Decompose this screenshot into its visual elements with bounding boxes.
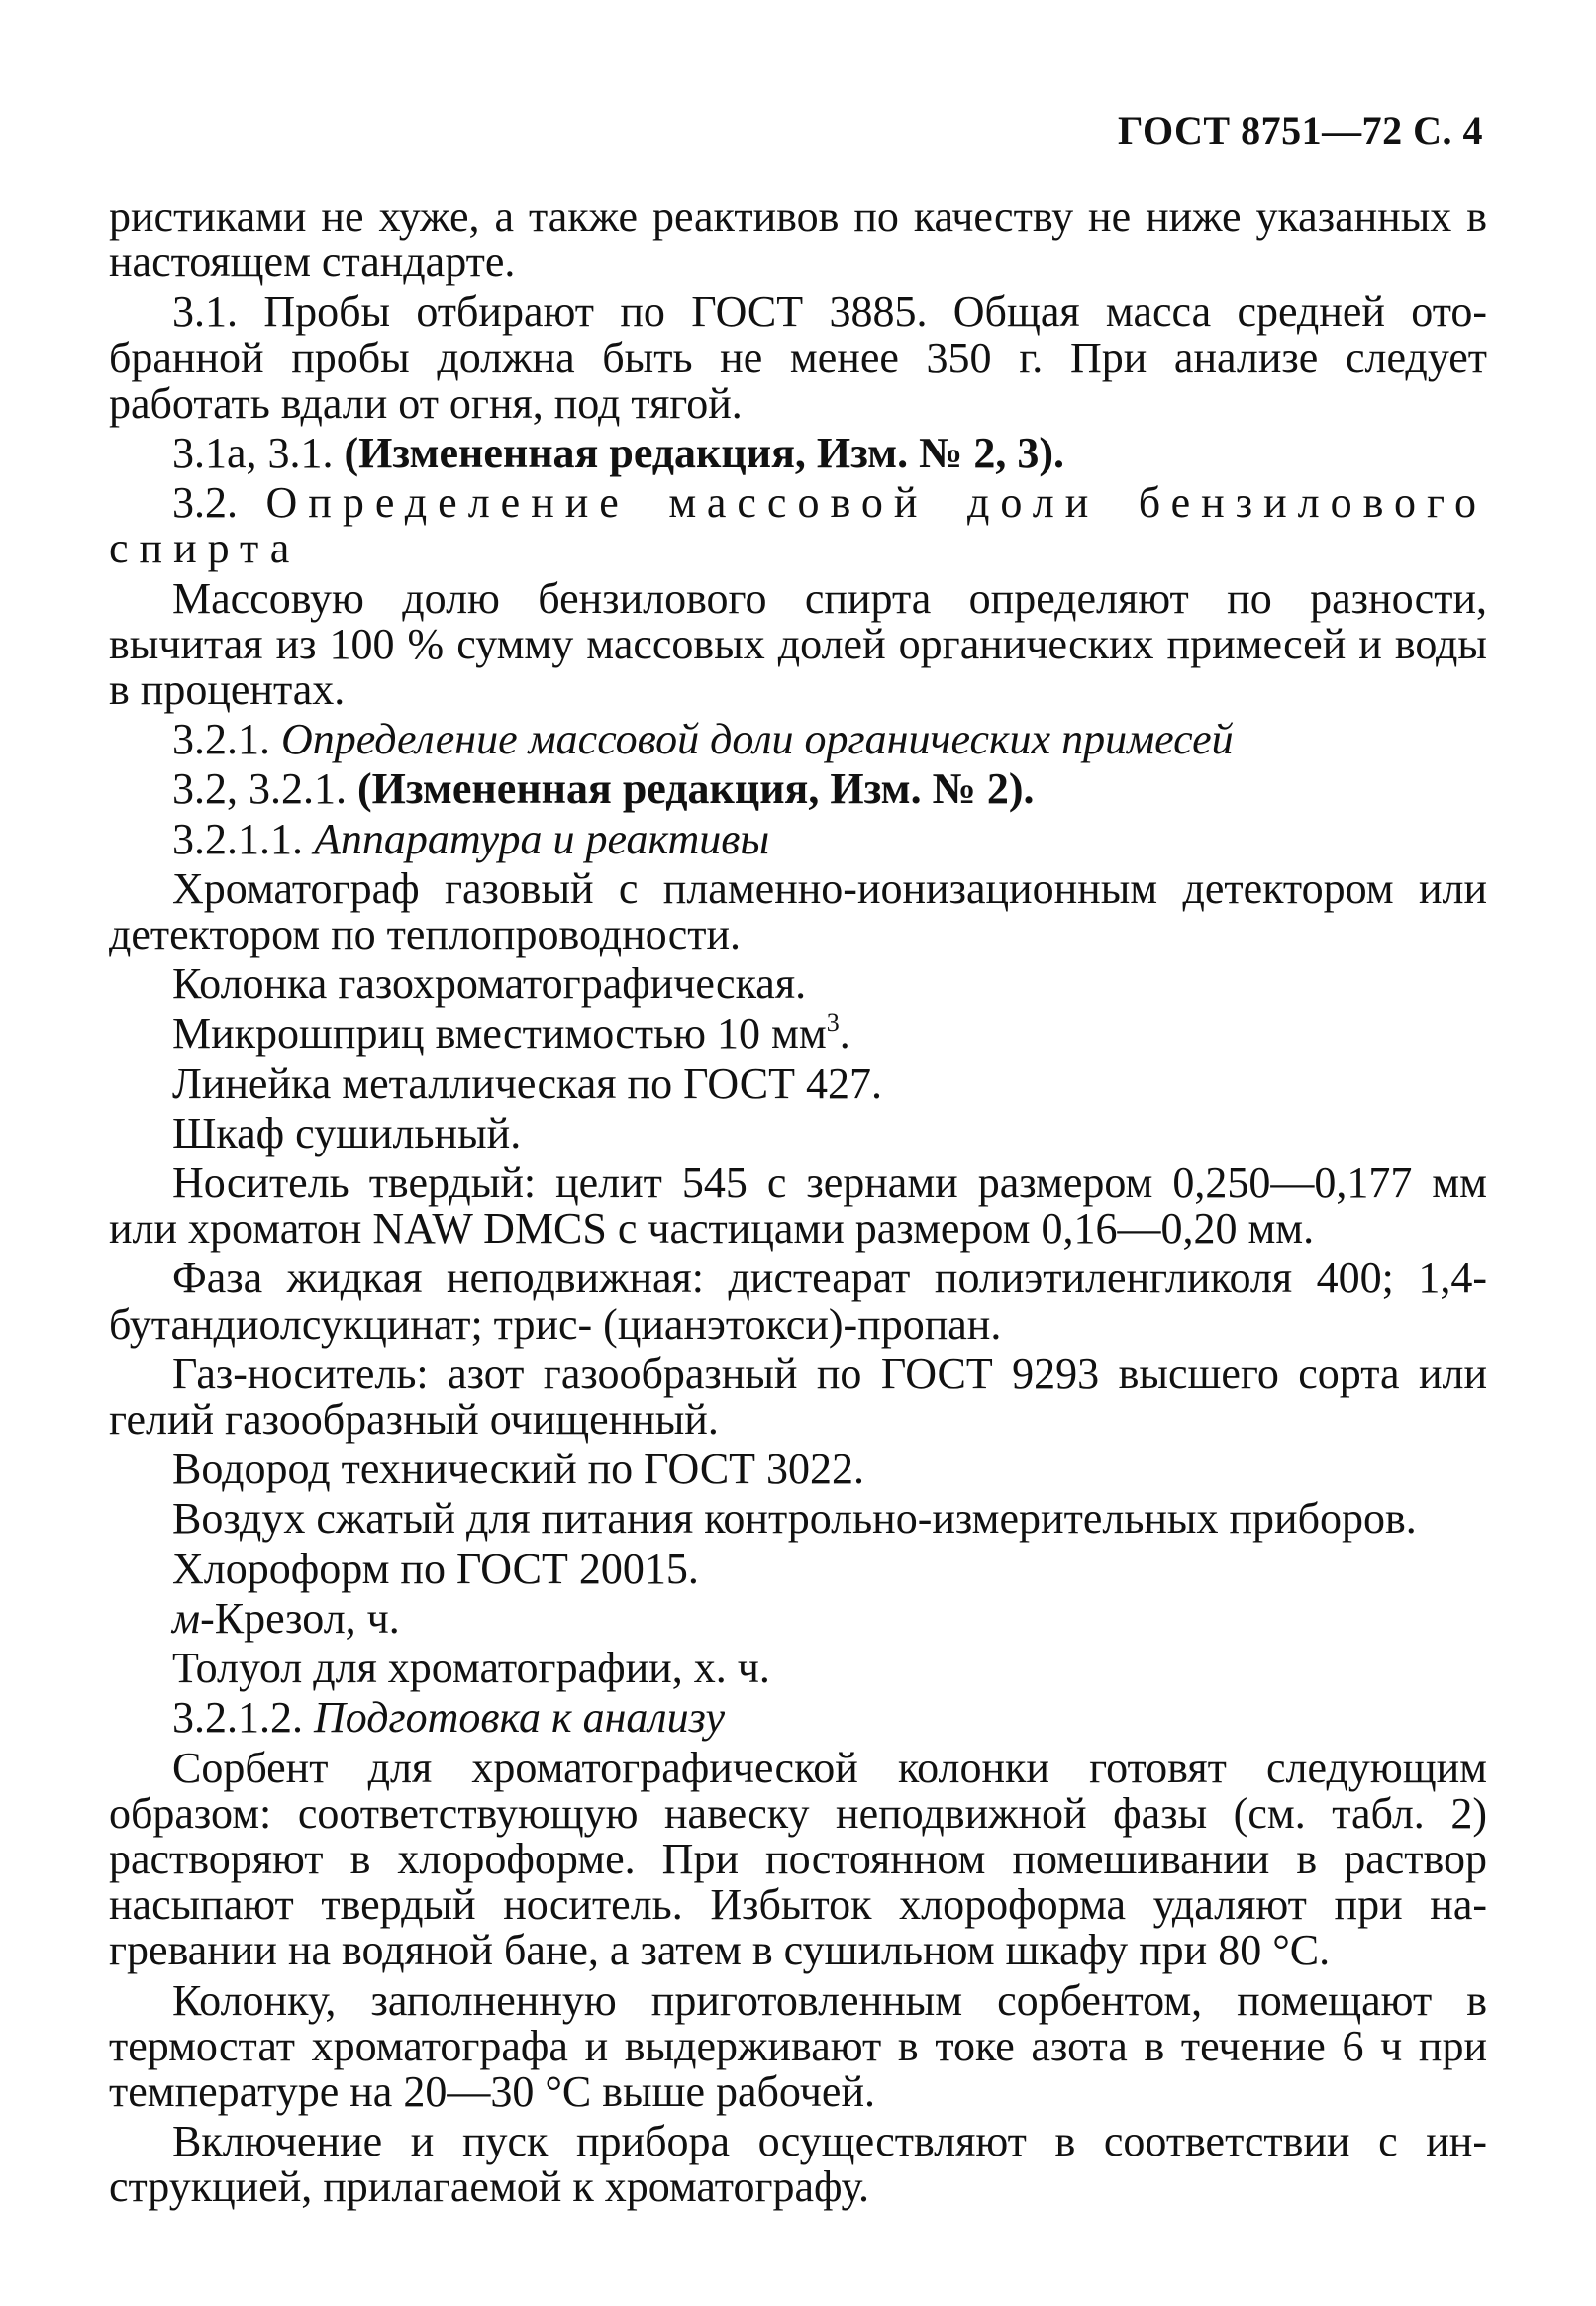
list-item: Газ-носитель: азот газообразный по ГОСТ 9293 высшего сорта или гелий газообразный очищенный. <box>109 1349 1487 1445</box>
list-item: Колонка газохроматографическая. <box>172 959 807 1009</box>
section-number: 3.2.1.2. <box>172 1693 303 1743</box>
section-3-2-1-1-heading <box>109 814 1487 863</box>
list-item: Шкаф сушильный. <box>172 1108 522 1157</box>
item-end: . <box>839 1009 850 1058</box>
section-3-1: 3.1. Пробы отбирают по ГОСТ 3885. Общая масса средней ото-бранной пробы должна быть не менее 350 г. При анализе следует работать вдали от огня, под тягой. <box>109 287 1487 428</box>
list-item: Хлороформ по ГОСТ 20015. <box>172 1544 699 1593</box>
section-number: 3.2. <box>172 478 238 528</box>
paragraph-continuation: ристиками не хуже, а также реактивов по качеству не ниже указанных в настоящем стандарте. <box>109 192 1487 287</box>
section-3-2-1-2-heading <box>109 1695 1487 1741</box>
amendment-text: (Измененная редакция, Изм. № 2). <box>357 764 1035 814</box>
section-number: 3.2.1.1. <box>172 814 303 863</box>
amendment-ref: 3.1а, 3.1. <box>172 429 334 478</box>
amendment-ref: 3.2, 3.2.1. <box>172 764 347 814</box>
section-title: Аппаратура и реактивы <box>314 814 770 863</box>
section-title: Определение массовой доли бензилового спирта <box>109 478 1488 573</box>
section-3-2-1-heading <box>109 717 1487 762</box>
item-prefix: м <box>172 1593 201 1643</box>
section-3-2-text: Массовую долю бензилового спирта определяют по разности, вычитая из 100 % сумму массовых долей органических примесей и воды в процентах. <box>109 573 1487 715</box>
amendment-note-3-2 <box>109 766 1487 812</box>
section-3-2-heading <box>109 480 1487 571</box>
item-text: Микрошприц вместимостью 10 мм <box>172 1009 827 1058</box>
list-item <box>172 1008 1487 1058</box>
list-item: Носитель твердый: целит 545 с зернами размером 0,250—0,177 мм или хроматон NAW DMCS с частицами размером 0,16—0,20 мм. <box>109 1158 1487 1253</box>
section-title: Определение массовой доли органических примесей <box>281 715 1234 764</box>
amendment-text: (Измененная редакция, Изм. № 2, 3). <box>344 429 1065 478</box>
list-item: Линейка металлическая по ГОСТ 427. <box>172 1058 882 1108</box>
section-title: Подготовка к анализу <box>314 1693 725 1743</box>
paragraph-sorbent: Сорбент для хроматографической колонки готовят следующим образом: соответствующую навеску неподвижной фазы (см. табл. 2) растворяют в хлороформе. При постоянном помешивании в раствор насыпают твердый носитель. Избыток хлороформа удаляют при на-гревании на водяной бане, а затем в сушильном шкафу при 80 °С. <box>109 1743 1487 1975</box>
list-item <box>172 1593 1487 1643</box>
section-number: 3.2.1. <box>172 715 270 764</box>
list-item: Толуол для хроматографии, х. ч. <box>172 1644 770 1693</box>
list-item: Фаза жидкая неподвижная: дистеарат полиэтиленгликоля 400; 1,4-бутандиолсукцинат; трис- (цианэтокси)-пропан. <box>109 1253 1487 1349</box>
page-header: ГОСТ 8751—72 С. 4 <box>1117 108 1483 152</box>
paragraph-column: Колонку, заполненную приготовленным сорбентом, помещают в термостат хроматографа и выдерживают в токе азота в течение 6 ч при температуре на 20—30 °С выше рабочей. <box>109 1975 1487 2116</box>
paragraph-start: Включение и пуск прибора осуществляют в соответствии с ин-струкцией, прилагаемой к хроматографу. <box>109 2117 1487 2212</box>
list-item: Хроматограф газовый с пламенно-ионизационным детектором или детектором по теплопроводности. <box>109 863 1487 959</box>
amendment-note-3-1a <box>109 431 1487 476</box>
list-item: Водород технический по ГОСТ 3022. <box>172 1445 865 1494</box>
document-body <box>109 194 1487 2215</box>
list-item: Воздух сжатый для питания контрольно-измерительных приборов. <box>172 1494 1417 1544</box>
item-text: -Крезол, ч. <box>200 1593 400 1643</box>
superscript: 3 <box>826 1008 840 1038</box>
